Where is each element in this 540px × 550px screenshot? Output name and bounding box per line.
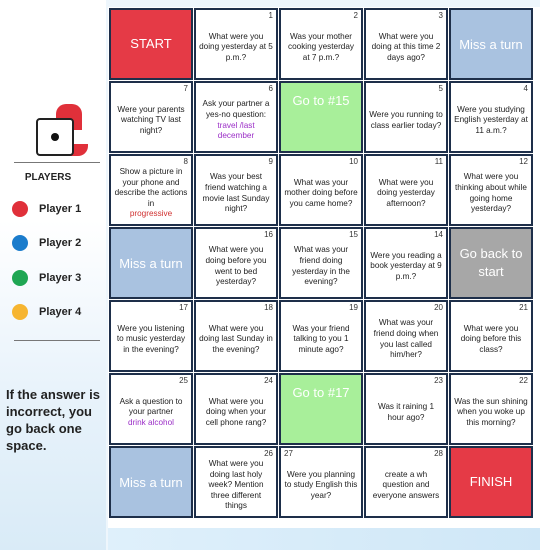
square-question: Were you studying English yesterday at 11 a.m.? [454,104,528,135]
square-label: Go back to start [459,246,523,279]
square-number: 4 [523,84,528,93]
square-question: Was it raining 1 hour ago? [377,401,435,422]
square-question: Was your mother cooking yesterday at 7 p.m.? [288,31,354,62]
dice-icon[interactable] [36,104,88,156]
player-2-label: Player 2 [39,237,82,249]
player-3 [12,269,81,287]
square-18[interactable] [194,300,278,372]
square-question: What were you doing before this class? [460,323,522,354]
square-start[interactable] [109,8,193,80]
square-goto-17[interactable] [279,373,363,445]
square-number: 19 [349,303,358,312]
square-goto-15[interactable] [279,81,363,153]
square-8[interactable] [109,154,193,226]
square-5[interactable] [364,81,448,153]
square-number: 16 [264,230,273,239]
square-label: Miss a turn [119,474,183,490]
square-number: 20 [434,303,443,312]
square-16[interactable] [194,227,278,299]
square-25[interactable] [109,373,193,445]
square-question: What were you doing last Sunday in the evening? [199,323,273,354]
square-number: 26 [264,449,273,458]
square-28[interactable] [364,446,448,518]
rule-text: If the answer is incorrect, you go back one space. [6,387,100,453]
square-question: Were you running to class earlier today? [369,109,443,130]
square-26[interactable] [194,446,278,518]
square-number: 28 [434,449,443,458]
square-question: What were you thinking about while going home yesterday? [455,172,527,214]
square-4[interactable] [449,81,533,153]
players-title: PLAYERS [24,172,72,183]
square-highlight: progressive [129,209,173,219]
square-back-to-start[interactable] [449,227,533,299]
player-2 [12,234,81,252]
square-12[interactable] [449,154,533,226]
square-number: 17 [179,303,188,312]
square-question: What was your friend doing yesterday in the evening? [292,245,350,287]
square-number: 9 [268,157,273,166]
square-finish[interactable] [449,446,533,518]
square-label: START [130,36,172,51]
square-number: 12 [519,157,528,166]
square-question: What was your mother doing before you came home? [284,177,358,208]
square-question: Were your parents watching TV last night? [117,104,185,135]
square-highlight: travel /last december [217,120,255,141]
divider [14,162,100,163]
square-9[interactable] [194,154,278,226]
square-question: What were you doing yesterday at 5 p.m.? [199,31,273,62]
square-10[interactable] [279,154,363,226]
square-number: 8 [183,157,188,166]
square-question: What were you doing last holy week? Mention three different things [208,459,264,511]
square-label: Go to #15 [292,93,350,108]
square-label: FINISH [469,474,513,489]
square-question: What were you doing when your cell phone rang? [205,396,267,427]
square-miss-turn[interactable] [449,8,533,80]
square-question: Were you reading a book yesterday at 9 p.m.? [370,250,442,281]
square-22[interactable] [449,373,533,445]
square-number: 14 [434,230,443,239]
square-3[interactable] [364,8,448,80]
player-1 [12,200,81,218]
divider [14,340,100,341]
square-number: 23 [434,376,443,385]
player-4 [12,303,81,321]
square-number: 6 [268,84,273,93]
square-14[interactable] [364,227,448,299]
player-2-token [12,235,28,251]
player-4-token [12,304,28,320]
square-2[interactable] [279,8,363,80]
square-question: Ask your partner a yes-no question: [202,99,270,119]
square-number: 2 [353,11,358,20]
square-number: 3 [438,11,443,20]
square-number: 5 [438,84,443,93]
square-question: Was your best friend watching a movie last Sunday night? [202,172,270,214]
player-3-token [12,270,28,286]
square-number: 24 [264,376,273,385]
square-24[interactable] [194,373,278,445]
square-question: What was your friend doing when you last called him/her? [373,318,439,360]
square-19[interactable] [279,300,363,372]
square-question: What were you doing at this time 2 days ago? [371,31,441,62]
square-number: 11 [434,157,443,166]
square-number: 18 [264,303,273,312]
square-11[interactable] [364,154,448,226]
square-label: Miss a turn [119,255,183,271]
square-question: create a wh question and everyone answers [372,469,440,500]
square-number: 25 [179,376,188,385]
square-question: Was your friend talking to you 1 minute ago? [292,323,350,354]
square-27[interactable] [279,446,363,518]
square-miss-turn[interactable] [109,227,193,299]
player-1-token [12,201,28,217]
square-21[interactable] [449,300,533,372]
square-label: Miss a turn [459,36,523,52]
square-number: 21 [519,303,528,312]
left-panel [0,0,106,550]
game-board [108,7,540,529]
square-6[interactable] [194,81,278,153]
square-23[interactable] [364,373,448,445]
square-number: 7 [183,84,188,93]
square-question: What were you doing before you went to bed yesterday? [205,245,267,287]
square-question: Was the sun shining when you woke up this morning? [454,396,528,427]
square-question: Show a picture in your phone and describe the actions in [114,167,188,208]
background-strip [108,528,540,550]
square-number: 10 [349,157,358,166]
square-highlight: drink alcohol [128,417,174,427]
square-1[interactable] [194,8,278,80]
square-20[interactable] [364,300,448,372]
square-number: 15 [349,230,358,239]
player-4-label: Player 4 [39,306,82,318]
square-miss-turn[interactable] [109,446,193,518]
square-7[interactable] [109,81,193,153]
square-number: 27 [284,449,293,458]
square-number: 1 [268,11,273,20]
square-question: What were you doing yesterday afternoon? [377,177,435,208]
player-1-label: Player 1 [39,203,82,215]
square-17[interactable] [109,300,193,372]
square-15[interactable] [279,227,363,299]
player-3-label: Player 3 [39,272,82,284]
square-question: Ask a question to your partner [119,396,183,417]
square-question: Were you planning to study English this year? [284,469,358,500]
square-question: Were you listening to music yesterday in the evening? [116,323,186,354]
square-label: Go to #17 [292,385,350,400]
square-number: 22 [519,376,528,385]
